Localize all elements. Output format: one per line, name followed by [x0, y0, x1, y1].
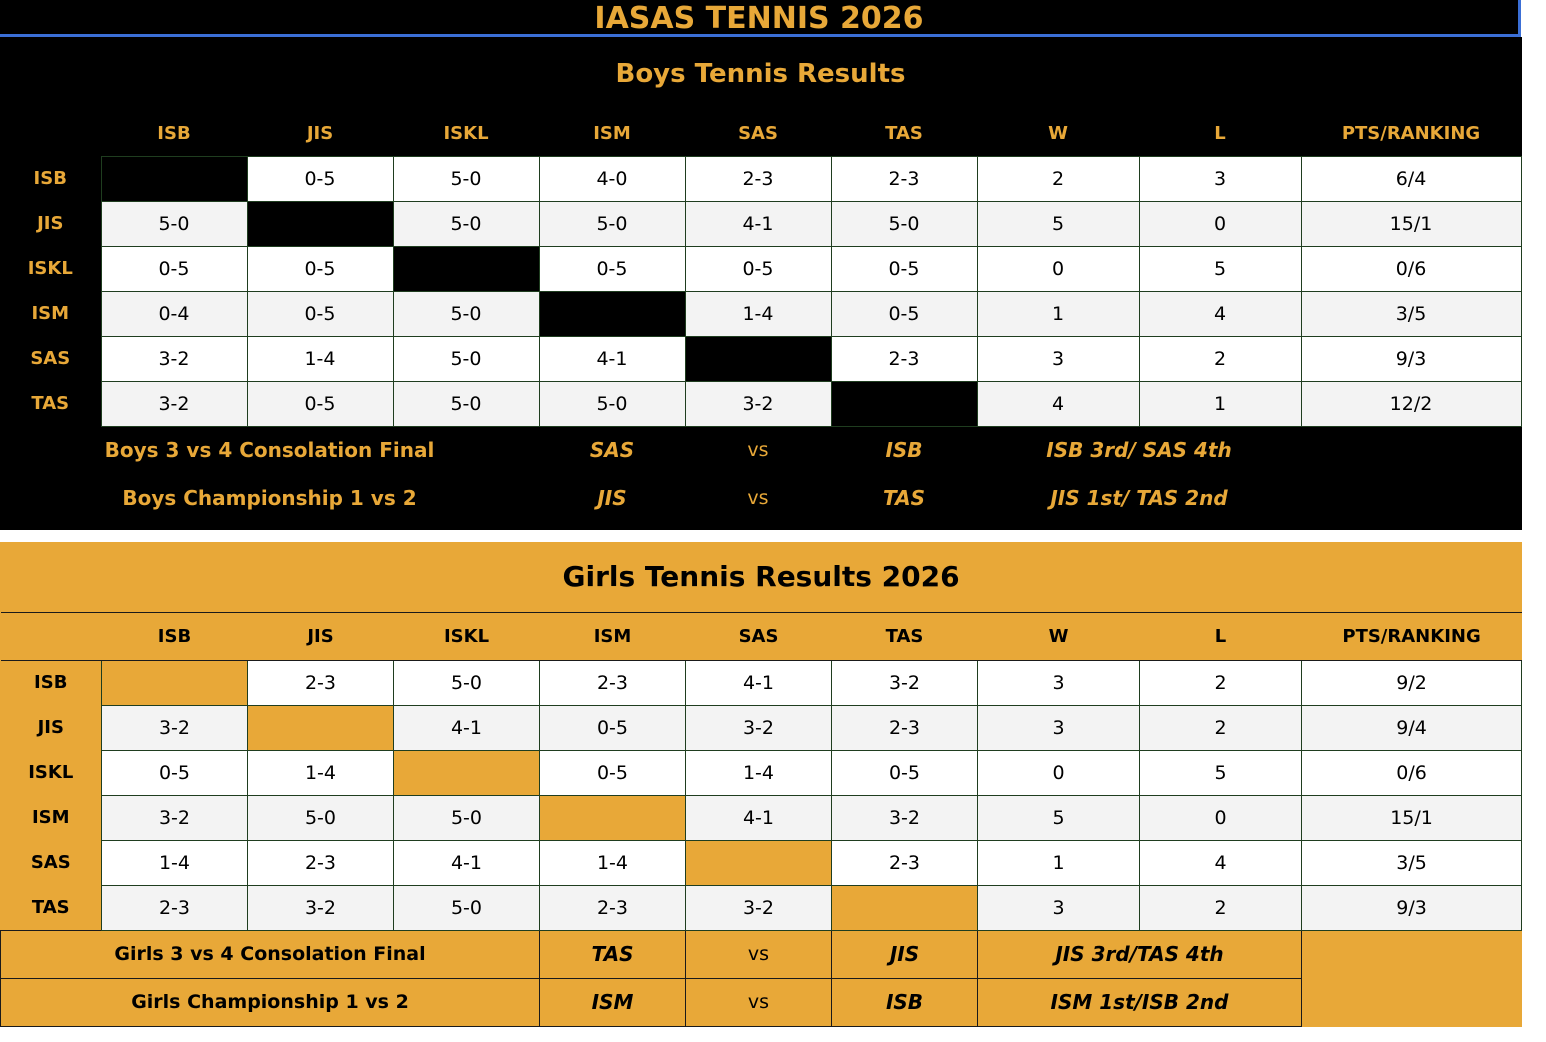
table-row	[0, 336, 1521, 381]
score-cell[interactable]: 2-3	[832, 840, 978, 885]
score-cell[interactable]: 3	[1139, 156, 1301, 201]
final-team-b[interactable]: ISB	[832, 978, 978, 1026]
score-cell[interactable]: 3-2	[102, 705, 248, 750]
score-cell[interactable]: 0-5	[247, 246, 393, 291]
score-cell[interactable]: 2	[1140, 885, 1302, 930]
score-cell[interactable]: 5	[977, 201, 1139, 246]
diagonal-cell[interactable]	[831, 381, 977, 426]
score-cell[interactable]: 5	[978, 795, 1140, 840]
col-header-iskl[interactable]: ISKL	[394, 612, 540, 660]
final-vs[interactable]: vs	[747, 439, 769, 462]
score-cell[interactable]: 1	[1139, 381, 1301, 426]
score-cell[interactable]: 5-0	[394, 795, 540, 840]
col-header-jis[interactable]: JIS	[306, 122, 334, 144]
score-cell[interactable]: 4	[1140, 840, 1302, 885]
score-cell[interactable]: 15/1	[1301, 201, 1521, 246]
final-label[interactable]: Girls Championship 1 vs 2	[1, 978, 540, 1026]
col-header-w[interactable]: W	[1048, 122, 1068, 144]
score-cell[interactable]: 5-0	[539, 201, 685, 246]
col-header-jis[interactable]: JIS	[248, 612, 394, 660]
col-header-l[interactable]: L	[1140, 612, 1302, 660]
score-cell[interactable]: 5	[1139, 246, 1301, 291]
score-cell[interactable]: 5-0	[393, 291, 539, 336]
section-gap	[0, 530, 1521, 542]
score-cell[interactable]: 2-3	[540, 660, 686, 705]
score-cell[interactable]: 3	[977, 336, 1139, 381]
table-row	[0, 201, 1521, 246]
score-cell[interactable]: 5-0	[393, 336, 539, 381]
boys-header-row	[0, 111, 1521, 156]
score-cell[interactable]: 3-2	[101, 381, 247, 426]
score-cell[interactable]: 9/3	[1302, 885, 1522, 930]
score-cell[interactable]: 1-4	[685, 291, 831, 336]
score-cell[interactable]: 3	[978, 660, 1140, 705]
score-cell[interactable]: 4	[1139, 291, 1301, 336]
boys-section-title[interactable]: Boys Tennis Results	[615, 59, 906, 89]
score-cell[interactable]: 4	[977, 381, 1139, 426]
diagonal-cell[interactable]	[102, 660, 248, 705]
score-cell[interactable]: 0/6	[1301, 246, 1521, 291]
final-vs[interactable]: vs	[686, 978, 832, 1026]
score-cell[interactable]: 15/1	[1302, 795, 1522, 840]
score-cell[interactable]: 0/6	[1302, 750, 1522, 795]
table-row	[1, 840, 1522, 885]
score-cell[interactable]: 1-4	[686, 750, 832, 795]
score-cell[interactable]: 5-0	[393, 156, 539, 201]
score-cell[interactable]: 3/5	[1301, 291, 1521, 336]
score-cell[interactable]: 0-5	[831, 246, 977, 291]
final-vs[interactable]: vs	[686, 930, 832, 978]
table-row	[1, 795, 1522, 840]
score-cell[interactable]: 1-4	[540, 840, 686, 885]
col-header-iskl[interactable]: ISKL	[443, 122, 489, 144]
score-cell[interactable]: 0-4	[101, 291, 247, 336]
table-row	[1, 885, 1522, 930]
score-cell[interactable]: 3-2	[686, 885, 832, 930]
final-team-a[interactable]: TAS	[540, 930, 686, 978]
final-result[interactable]: JIS 1st/ TAS 2nd	[1050, 486, 1228, 510]
score-cell[interactable]: 5-0	[248, 795, 394, 840]
boys-spacer	[0, 522, 1521, 530]
final-label[interactable]: Boys Championship 1 vs 2	[122, 486, 417, 510]
score-cell[interactable]: 0-5	[685, 246, 831, 291]
score-cell[interactable]: 0	[978, 750, 1140, 795]
table-row	[0, 381, 1521, 426]
row-team-label[interactable]: ISM	[0, 291, 101, 336]
table-row	[0, 291, 1521, 336]
score-cell[interactable]: 9/3	[1301, 336, 1521, 381]
final-team-a[interactable]: JIS	[597, 486, 627, 510]
score-cell[interactable]: 1-4	[248, 750, 394, 795]
score-cell[interactable]: 5-0	[394, 660, 540, 705]
diagonal-cell[interactable]	[685, 336, 831, 381]
score-cell[interactable]: 4-1	[686, 795, 832, 840]
boys-championship-row	[0, 474, 1521, 522]
score-cell[interactable]: 1-4	[102, 840, 248, 885]
score-cell[interactable]: 5-0	[394, 885, 540, 930]
score-cell[interactable]: 2-3	[685, 156, 831, 201]
row-team-label[interactable]: SAS	[1, 840, 102, 885]
col-header-ism[interactable]: ISM	[593, 122, 631, 144]
diagonal-cell[interactable]	[832, 885, 978, 930]
score-cell[interactable]: 5-0	[539, 381, 685, 426]
final-result[interactable]: JIS 3rd/TAS 4th	[978, 930, 1302, 978]
header-corner[interactable]	[0, 111, 101, 156]
score-cell[interactable]: 2	[1140, 660, 1302, 705]
final-result[interactable]: ISM 1st/ISB 2nd	[978, 978, 1302, 1026]
score-cell[interactable]: 0-5	[247, 156, 393, 201]
col-header-tas[interactable]: TAS	[832, 612, 978, 660]
col-header-tas[interactable]: TAS	[885, 122, 923, 144]
girls-championship-row	[1, 978, 1522, 1026]
score-cell[interactable]: 5-0	[831, 201, 977, 246]
score-cell[interactable]: 3-2	[101, 336, 247, 381]
score-cell[interactable]: 3-2	[685, 381, 831, 426]
girls-consolation-final-row	[1, 930, 1522, 978]
score-cell[interactable]: 2-3	[248, 840, 394, 885]
score-cell[interactable]: 4-1	[394, 840, 540, 885]
col-header-isb[interactable]: ISB	[157, 122, 191, 144]
score-cell[interactable]: 3-2	[832, 660, 978, 705]
score-cell[interactable]: 2	[977, 156, 1139, 201]
diagonal-cell[interactable]	[101, 156, 247, 201]
score-cell[interactable]: 0-5	[831, 291, 977, 336]
score-cell[interactable]: 0-5	[101, 246, 247, 291]
score-cell[interactable]: 0-5	[540, 705, 686, 750]
score-cell[interactable]: 5-0	[101, 201, 247, 246]
diagonal-cell[interactable]	[247, 201, 393, 246]
score-cell[interactable]: 3/5	[1302, 840, 1522, 885]
col-header-sas[interactable]: SAS	[738, 122, 778, 144]
table-row	[0, 246, 1521, 291]
boys-consolation-final-row	[0, 426, 1521, 474]
score-cell[interactable]: 2-3	[248, 660, 394, 705]
row-team-label[interactable]: ISB	[1, 660, 102, 705]
header-corner[interactable]	[1, 612, 102, 660]
girls-section-title[interactable]: Girls Tennis Results 2026	[1, 542, 1522, 612]
score-cell[interactable]: 0	[1140, 795, 1302, 840]
final-label[interactable]: Boys 3 vs 4 Consolation Final	[104, 438, 435, 463]
score-cell[interactable]: 5-0	[393, 201, 539, 246]
diagonal-cell[interactable]	[248, 705, 394, 750]
score-cell[interactable]: 9/4	[1302, 705, 1522, 750]
row-team-label[interactable]: TAS	[1, 885, 102, 930]
score-cell[interactable]: 3-2	[102, 795, 248, 840]
final-team-a[interactable]: SAS	[589, 438, 635, 463]
row-team-label[interactable]: ISM	[1, 795, 102, 840]
score-cell[interactable]: 12/2	[1301, 381, 1521, 426]
diagonal-cell[interactable]	[686, 840, 832, 885]
score-cell[interactable]: 0-5	[539, 246, 685, 291]
col-header-isb[interactable]: ISB	[102, 612, 248, 660]
final-vs[interactable]: vs	[747, 487, 769, 509]
table-row	[0, 156, 1521, 201]
row-team-label[interactable]: JIS	[1, 705, 102, 750]
row-team-label[interactable]: ISKL	[1, 750, 102, 795]
girls-header-row	[1, 612, 1522, 660]
score-cell[interactable]: 4-0	[539, 156, 685, 201]
score-cell[interactable]: 2-3	[832, 705, 978, 750]
score-cell[interactable]: 0	[1139, 201, 1301, 246]
score-cell[interactable]: 0-5	[247, 381, 393, 426]
final-team-b[interactable]: ISB	[885, 438, 923, 463]
row-team-label[interactable]: ISKL	[0, 246, 101, 291]
col-header-w[interactable]: W	[978, 612, 1140, 660]
score-cell[interactable]: 0-5	[102, 750, 248, 795]
score-cell[interactable]: 3-2	[832, 795, 978, 840]
score-cell[interactable]: 1-4	[247, 336, 393, 381]
table-row	[1, 660, 1522, 705]
row-team-label[interactable]: ISB	[0, 156, 101, 201]
score-cell[interactable]: 0-5	[247, 291, 393, 336]
score-cell[interactable]: 4-1	[394, 705, 540, 750]
score-cell[interactable]: 0-5	[832, 750, 978, 795]
table-row	[1, 705, 1522, 750]
final-team-a[interactable]: ISM	[540, 978, 686, 1026]
score-cell[interactable]: 9/2	[1302, 660, 1522, 705]
diagonal-cell[interactable]	[394, 750, 540, 795]
score-cell[interactable]: 1	[978, 840, 1140, 885]
score-cell[interactable]: 5	[1140, 750, 1302, 795]
row-team-label[interactable]: JIS	[0, 201, 101, 246]
score-cell[interactable]: 5-0	[393, 381, 539, 426]
score-cell[interactable]: 3	[978, 705, 1140, 750]
score-cell[interactable]: 0	[977, 246, 1139, 291]
final-result[interactable]: ISB 3rd/ SAS 4th	[1046, 438, 1232, 463]
row-team-label[interactable]: TAS	[0, 381, 101, 426]
col-header-ism[interactable]: ISM	[540, 612, 686, 660]
score-cell[interactable]: 0-5	[540, 750, 686, 795]
score-cell[interactable]: 4-1	[685, 201, 831, 246]
girls-results-table	[0, 542, 1522, 1027]
score-cell[interactable]: 1	[977, 291, 1139, 336]
diagonal-cell[interactable]	[393, 246, 539, 291]
score-cell[interactable]: 6/4	[1301, 156, 1521, 201]
score-cell[interactable]: 2-3	[540, 885, 686, 930]
score-cell[interactable]: 3	[978, 885, 1140, 930]
score-cell[interactable]: 2-3	[102, 885, 248, 930]
col-header-l[interactable]: L	[1214, 122, 1226, 144]
page-title[interactable]: IASAS TENNIS 2026	[0, 0, 1521, 37]
score-cell[interactable]: 4-1	[686, 660, 832, 705]
score-cell[interactable]: 3-2	[686, 705, 832, 750]
score-cell[interactable]: 2	[1139, 336, 1301, 381]
col-header-sas[interactable]: SAS	[686, 612, 832, 660]
col-header-pts-ranking[interactable]: PTS/RANKING	[1302, 612, 1522, 660]
score-cell[interactable]: 2-3	[831, 156, 977, 201]
col-header-pts-ranking[interactable]: PTS/RANKING	[1341, 122, 1481, 144]
final-team-b[interactable]: JIS	[832, 930, 978, 978]
table-row	[1, 750, 1522, 795]
score-cell[interactable]: 3-2	[248, 885, 394, 930]
final-team-b[interactable]: TAS	[883, 486, 925, 510]
diagonal-cell[interactable]	[539, 291, 685, 336]
score-cell[interactable]: 4-1	[539, 336, 685, 381]
boys-results-table	[0, 37, 1522, 530]
score-cell[interactable]: 2	[1140, 705, 1302, 750]
final-label[interactable]: Girls 3 vs 4 Consolation Final	[1, 930, 540, 978]
diagonal-cell[interactable]	[540, 795, 686, 840]
score-cell[interactable]: 2-3	[831, 336, 977, 381]
row-team-label[interactable]: SAS	[0, 336, 101, 381]
